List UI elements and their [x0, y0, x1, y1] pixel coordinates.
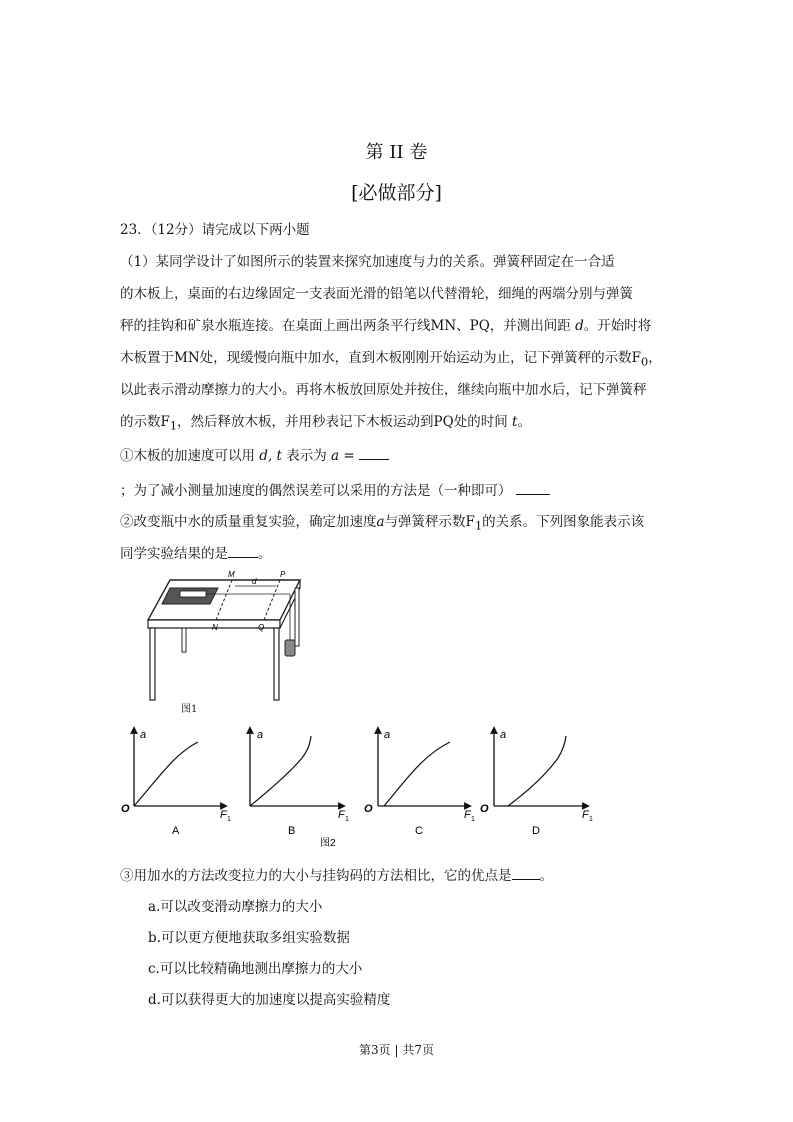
table-leg-back-left [182, 628, 186, 652]
graph-a-curve [134, 742, 198, 806]
graphs-figure [112, 722, 602, 847]
answer-blank-3[interactable] [228, 545, 258, 558]
graph-a-x-label: F [220, 809, 227, 821]
table-leg-front-left [150, 628, 155, 700]
part1-line-6-text: 的示数F [120, 414, 170, 430]
question-number: 23．（12分）请完成以下两小题 [120, 222, 310, 238]
label-q: Q [258, 623, 265, 632]
part1-line-4-text: 木板置于MN处，现缓慢向瓶中加水，直到木板刚刚开始运动为止，记下弹簧秤的示数F [120, 350, 642, 366]
graph-d-curve [508, 736, 566, 806]
q1b-line [120, 479, 680, 499]
graph-a [121, 729, 231, 837]
graph-a-y-label: a [140, 729, 147, 741]
graph-a-x-sub: 1 [227, 816, 231, 823]
sub-1: 1 [169, 419, 178, 433]
graph-a-letter: A [172, 825, 180, 837]
graph-b-x-sub: 1 [345, 816, 349, 823]
q1-mid: 表示为 [286, 448, 327, 464]
spring-scale [180, 591, 206, 597]
period-2: 。 [258, 546, 272, 562]
graph-c [364, 729, 475, 837]
q1b-text: ；为了减小测量加速度的偶然误差可以采用的方法是（一种即可） [120, 483, 512, 499]
graph-c-curve [384, 742, 450, 806]
q2-line-2 [120, 542, 680, 562]
part1-line-6-text-b: ，然后释放木板，并用秒表记下木板运动到PQ处的时间 [177, 414, 508, 430]
graph-c-origin: O [364, 803, 373, 815]
graph-b-letter: B [288, 825, 296, 837]
water-bottle [285, 640, 295, 656]
label-p: P [280, 570, 286, 579]
graph-d-y-label: a [500, 729, 507, 741]
period-3: 。 [539, 868, 553, 884]
part1-line-4 [120, 346, 680, 369]
q1-vars: d, t [259, 448, 282, 464]
graph-d-letter: D [532, 825, 540, 837]
q1-eq: = [339, 448, 360, 464]
q1-a: a [331, 448, 340, 464]
q2-text-a: ②改变瓶中水的质量重复实验，确定加速度 [120, 514, 377, 530]
q3-line [120, 864, 680, 884]
graph-d-x-sub: 1 [589, 816, 593, 823]
option-b: b.可以更方便地获取多组实验数据 [148, 930, 350, 946]
q2-var-a: a [376, 514, 385, 530]
page-footer: 第3页 | 共7页 [359, 1043, 434, 1057]
table-leg-back-right [295, 588, 299, 646]
label-m: M [228, 570, 235, 579]
part1-line-6 [120, 410, 680, 433]
volume-title: 第 II 卷 [365, 142, 428, 163]
option-d: d.可以获得更大的加速度以提高实验精度 [148, 992, 391, 1008]
option-c: c.可以比较精确地测出摩擦力的大小 [148, 961, 363, 977]
graph-a-origin: O [121, 803, 130, 815]
var-t: t [512, 414, 518, 430]
q2-text-b: 与弹簧秤示数F [384, 514, 475, 530]
part1-line-3-tail: 。开始时将 [583, 318, 652, 334]
part1-line-3 [120, 314, 680, 334]
option-a: a.可以改变滑动摩擦力的大小 [148, 899, 323, 915]
q1-text: ①木板的加速度可以用 [120, 448, 255, 464]
graph-b-curve [250, 736, 311, 806]
graph-c-letter: C [415, 825, 423, 837]
part1-line-2: 的木板上，桌面的右边缘固定一支表面光滑的铅笔以代替滑轮，细绳的两端分别与弹簧 [120, 286, 633, 302]
q3-text: ③用加水的方法改变拉力的大小与挂钩码的方法相比，它的优点是 [120, 868, 512, 884]
part1-line-3-text: 秤的挂钩和矿泉水瓶连接。在桌面上画出两条平行线MN、PQ，并测出间距 [120, 318, 571, 334]
graph-d [480, 729, 593, 837]
comma-1: ， [648, 350, 662, 366]
period-1: 。 [517, 414, 531, 430]
table-leg-front-right [274, 628, 279, 700]
q1-line [120, 444, 680, 464]
label-n: N [212, 623, 218, 632]
q2-line-1 [120, 510, 680, 533]
q2-text-c: 的关系。下列图象能表示该 [482, 514, 645, 530]
answer-blank-1[interactable] [359, 447, 389, 460]
graph-b [250, 729, 349, 837]
var-d: d [575, 318, 584, 334]
sub-0: 0 [641, 355, 649, 369]
q2-sub-1: 1 [474, 519, 483, 533]
graph-c-x-label: F [464, 809, 471, 821]
graph-b-y-label: a [257, 729, 264, 741]
graph-d-origin: O [480, 803, 489, 815]
figure1-caption: 图1 [181, 704, 198, 715]
part1-line-1: （1）某同学设计了如图所示的装置来探究加速度与力的关系。弹簧秤固定在一合适 [120, 254, 615, 270]
graph-d-x-label: F [582, 809, 589, 821]
figure2-caption: 图2 [320, 838, 336, 847]
part1-line-5: 以此表示滑动摩擦力的大小。再将木板放回原处并按住，继续向瓶中加水后，记下弹簧秤 [120, 382, 647, 398]
answer-blank-4[interactable] [512, 867, 540, 880]
section-title: [必做部分] [351, 182, 442, 204]
graph-c-x-sub: 1 [471, 816, 475, 823]
label-d: d [252, 577, 257, 586]
graph-c-y-label: a [384, 729, 391, 741]
graph-b-x-label: F [338, 809, 345, 821]
apparatus-figure [140, 568, 310, 718]
answer-blank-2[interactable] [516, 482, 550, 495]
q2-line2-text: 同学实验结果的是 [120, 546, 228, 562]
